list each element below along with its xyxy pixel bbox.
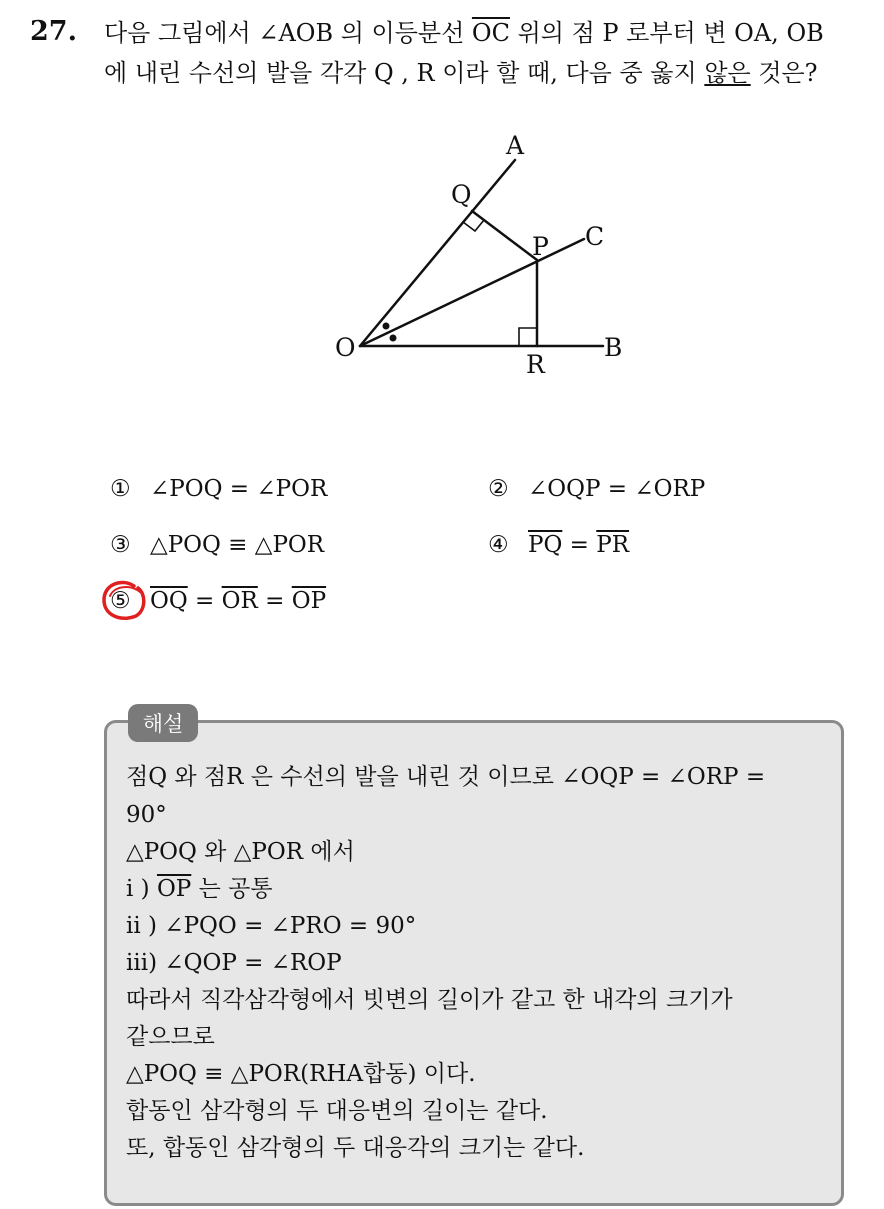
question-line-2: 에 내린 수선의 발을 각각 Q , R 이라 할 때, 다음 중 옳지 않은 것은? [104, 59, 818, 87]
label-c: C [585, 222, 605, 251]
label-p: P [532, 232, 549, 261]
explanation-line: 또, 합동인 삼각형의 두 대응각의 크기는 같다. [126, 1135, 585, 1161]
choice-2[interactable]: ② ∠OQP = ∠ORP [488, 476, 706, 502]
explanation-tab: 해설 [128, 704, 198, 742]
explanation-line: iii) ∠QOP = ∠ROP [126, 950, 342, 976]
segment-pq [472, 211, 537, 260]
choice-4[interactable]: ④ $\overline{PQ} = \overline{PR}$ [488, 532, 630, 558]
right-angle-mark-q [463, 220, 484, 231]
label-q: Q [451, 180, 472, 209]
ray-oa [360, 160, 515, 346]
explanation-line: △POQ 와 △POR 에서 [126, 839, 355, 865]
answer-circle-mark [100, 578, 150, 626]
label-b: B [604, 333, 623, 362]
choice-5[interactable]: ⑤ $\overline{OQ} = \overline{OR} = \overline{OP}$ [110, 588, 327, 614]
explanation-line: 합동인 삼각형의 두 대응변의 길이는 같다. [126, 1098, 548, 1124]
explanation-line: 따라서 직각삼각형에서 빗변의 길이가 같고 한 내각의 크기가 [126, 987, 733, 1013]
explanation-line: 점Q 와 점R 은 수선의 발을 내린 것 이므로 ∠OQP = ∠ORP = [126, 764, 766, 790]
explanation-line: i ) $\overline{OP}$ 는 공통 [126, 876, 273, 902]
underlined-word: 않은 [704, 59, 751, 87]
angle-dot-lower [390, 335, 397, 342]
label-o: O [335, 333, 356, 362]
explanation-line: 같으므로 [126, 1024, 215, 1050]
choice-3[interactable]: ③ △POQ ≡ △POR [110, 532, 325, 558]
question-number: 27. [30, 16, 77, 47]
angle-dot-upper [383, 323, 390, 330]
choice-1[interactable]: ① ∠POQ = ∠POR [110, 476, 328, 502]
explanation-line: △POQ ≡ △POR(RHA합동) 이다. [126, 1061, 476, 1087]
ray-oc [360, 239, 584, 346]
explanation-line: ii ) ∠PQO = ∠PRO = 90° [126, 913, 417, 939]
angle-bisector-diagram [320, 125, 640, 385]
label-a: A [506, 131, 525, 160]
right-angle-mark-r [519, 328, 537, 346]
explanation-line: 90° [126, 802, 167, 828]
label-r: R [526, 350, 545, 379]
question-line-1: 다음 그림에서 ∠AOB 의 이등분선 $\overline{OC}$ 위의 점 P 로부터 변 OA, OB [104, 19, 824, 47]
segment-oc: $\overline{OC}$ [471, 19, 510, 47]
